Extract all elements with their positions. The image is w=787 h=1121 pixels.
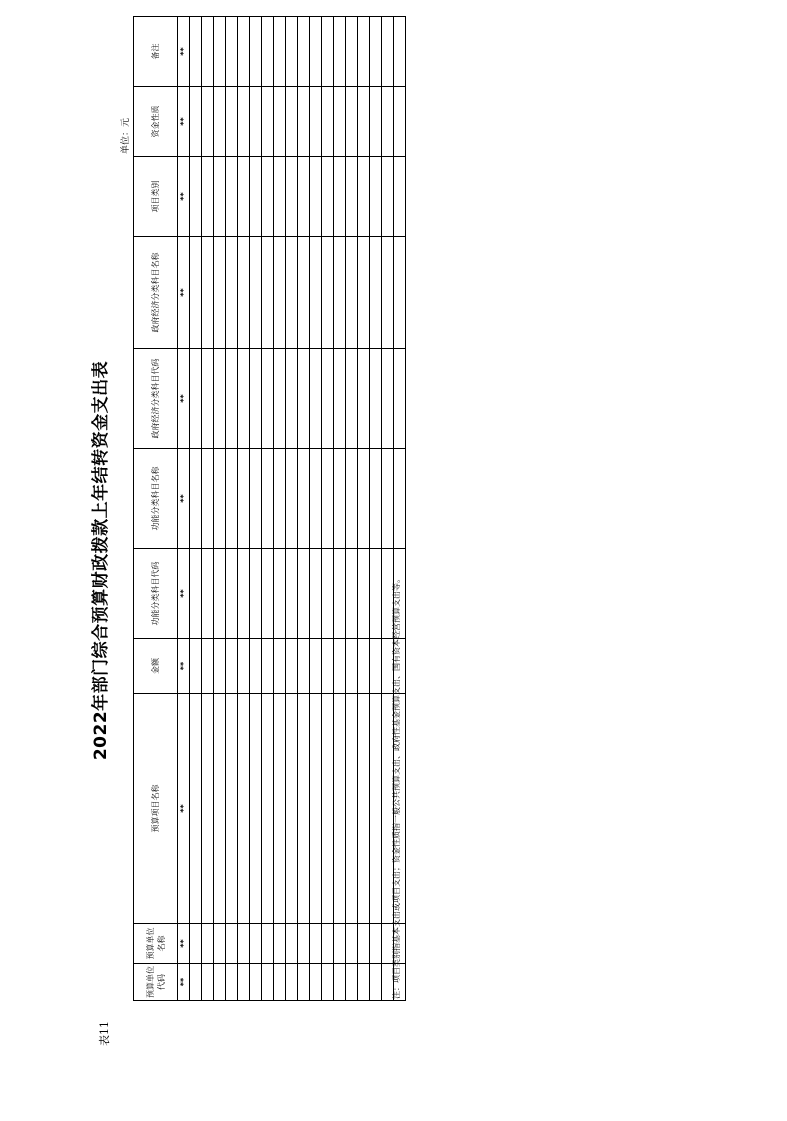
col-project-name: 预算项目名称 [134,694,178,924]
table-cell-empty [274,349,286,449]
table-cell-empty [346,349,358,449]
table-cell-empty [358,639,370,694]
table-cell-empty [298,964,310,1001]
table-cell-empty [214,449,226,549]
table-row-empty [274,17,286,1001]
table-cell-empty [322,639,334,694]
table-cell-empty [334,157,346,237]
table-cell-empty [274,17,286,87]
table-cell-empty [370,87,382,157]
table-cell-empty [286,639,298,694]
table-cell-empty [214,237,226,349]
table-cell-empty [286,449,298,549]
table-cell-empty [262,237,274,349]
table-cell-empty [262,349,274,449]
table-cell-empty [370,694,382,924]
table-row [178,17,190,1001]
table-cell-empty [334,924,346,964]
table-cell-empty [250,639,262,694]
table-cell-empty [346,694,358,924]
table-cell-empty [346,157,358,237]
table-cell-empty [370,964,382,1001]
table-row-empty [214,17,226,1001]
table-cell: ** [178,349,190,449]
table-cell-empty [286,157,298,237]
table-cell-empty [358,694,370,924]
table-cell: ** [178,17,190,87]
table-cell-empty [262,157,274,237]
table-cell-empty [214,549,226,639]
table-cell-empty [202,87,214,157]
table-cell: ** [178,87,190,157]
table-cell-empty [226,639,238,694]
table-cell-empty [322,349,334,449]
table-cell-empty [226,924,238,964]
table-cell-empty [370,157,382,237]
table-cell-empty [310,694,322,924]
table-cell-empty [262,549,274,639]
table-cell-empty [334,694,346,924]
table-cell-empty [310,349,322,449]
table-cell-empty [202,639,214,694]
table-cell-empty [274,449,286,549]
table-cell-empty [214,17,226,87]
table-cell-empty [262,964,274,1001]
table-cell-empty [274,639,286,694]
table-cell-empty [394,87,406,157]
table-cell-empty [346,639,358,694]
table-cell-empty [238,87,250,157]
table-cell: ** [178,549,190,639]
col-function-code: 功能分类科目代码 [134,549,178,639]
table-cell-empty [238,549,250,639]
table-cell-empty [298,349,310,449]
table-cell-empty [250,549,262,639]
table-cell-empty [214,157,226,237]
col-amount: 金额 [134,639,178,694]
table-cell-empty [286,87,298,157]
table-cell: ** [178,924,190,964]
table-cell-empty [214,87,226,157]
table-cell-empty [274,964,286,1001]
table-cell-empty [358,349,370,449]
table-cell-empty [370,549,382,639]
table-cell-empty [274,694,286,924]
table-cell-empty [238,639,250,694]
table-cell-empty [202,349,214,449]
table-cell-empty [226,694,238,924]
table-cell-empty [370,639,382,694]
table-cell-empty [346,549,358,639]
table-cell-empty [202,694,214,924]
table-cell-empty [238,449,250,549]
table-cell-empty [286,964,298,1001]
table-cell-empty [310,964,322,1001]
table-cell-empty [238,924,250,964]
table-cell-empty [274,549,286,639]
table-cell-empty [250,924,262,964]
table-cell-empty [394,17,406,87]
table-cell-empty [226,87,238,157]
table-row-empty [358,17,370,1001]
table-body [178,17,406,1001]
table-cell: ** [178,449,190,549]
table-cell-empty [322,694,334,924]
table-cell-empty [298,449,310,549]
table-cell-empty [298,17,310,87]
table-cell-empty [226,157,238,237]
table-row-empty [238,17,250,1001]
table-cell-empty [262,17,274,87]
table-cell-empty [346,237,358,349]
table-cell-empty [394,237,406,349]
table-cell-empty [310,924,322,964]
table-cell-empty [238,157,250,237]
table-row-empty [310,17,322,1001]
table-cell-empty [298,639,310,694]
table-cell-empty [322,924,334,964]
table-row-empty [334,17,346,1001]
table-cell-empty [394,157,406,237]
table-cell: ** [178,694,190,924]
table-cell-empty [370,349,382,449]
table-cell-empty [310,639,322,694]
table-cell-empty [202,17,214,87]
table-cell-empty [202,449,214,549]
col-project-type: 项目类别 [134,157,178,237]
table-cell-empty [310,549,322,639]
table-cell-empty [250,964,262,1001]
table-cell-empty [334,549,346,639]
table-cell-empty [382,17,394,87]
table-cell-empty [370,17,382,87]
table-cell-empty [238,964,250,1001]
col-fund-nature: 资金性质 [134,87,178,157]
table-cell-empty [322,17,334,87]
table-cell-empty [334,17,346,87]
table-header-row [134,17,178,1001]
table-cell-empty [382,237,394,349]
table-cell-empty [238,694,250,924]
expenditure-table [133,16,406,1001]
table-cell-empty [250,157,262,237]
table-cell-empty [214,694,226,924]
table-cell-empty [274,87,286,157]
table-row-empty [190,17,202,1001]
table-row-empty [286,17,298,1001]
unit-label: 单位：元 [121,117,131,154]
table-cell-empty [298,237,310,349]
table-cell-empty [334,237,346,349]
col-economic-code: 政府经济分类科目代码 [134,349,178,449]
table-cell-empty [190,87,202,157]
table-cell-empty [370,237,382,349]
table-cell-empty [262,639,274,694]
table-cell-empty [298,87,310,157]
table-cell-empty [322,237,334,349]
table-cell-empty [226,17,238,87]
table-cell-empty [250,17,262,87]
table-cell-empty [190,694,202,924]
table-cell-empty [358,964,370,1001]
table-cell-empty [346,17,358,87]
table-cell-empty [298,924,310,964]
table-cell: ** [178,157,190,237]
table-cell-empty [322,87,334,157]
table-cell-empty [382,157,394,237]
table-cell-empty [214,349,226,449]
table-cell-empty [238,17,250,87]
table-cell-empty [322,549,334,639]
table-cell-empty [190,157,202,237]
table-cell-empty [262,87,274,157]
table-cell-empty [250,87,262,157]
table-cell-empty [358,17,370,87]
table-cell-empty [286,549,298,639]
table-cell-empty [370,924,382,964]
table-cell-empty [190,237,202,349]
table-cell-empty [346,87,358,157]
table-row-empty [250,17,262,1001]
table-cell-empty [286,924,298,964]
table-cell-empty [298,157,310,237]
table-cell-empty [394,449,406,549]
table-cell-empty [202,964,214,1001]
table-cell-empty [202,237,214,349]
table-label: 表11 [98,1021,111,1046]
col-remarks: 备注 [134,17,178,87]
table-row-empty [226,17,238,1001]
table-cell-empty [190,349,202,449]
table-cell-empty [310,237,322,349]
table-cell-empty [214,639,226,694]
table-cell-empty [346,449,358,549]
table-cell-empty [334,87,346,157]
table-cell-empty [286,237,298,349]
table-row-empty [370,17,382,1001]
table-cell-empty [250,694,262,924]
table-cell-empty [226,449,238,549]
table-cell-empty [226,964,238,1001]
table-row-empty [202,17,214,1001]
table-cell-empty [190,924,202,964]
table-cell-empty [310,87,322,157]
table-cell-empty [238,349,250,449]
table-cell: ** [178,237,190,349]
table-cell-empty [394,349,406,449]
table-cell-empty [274,157,286,237]
table-cell-empty [382,349,394,449]
table-row-empty [346,17,358,1001]
table-cell-empty [190,17,202,87]
table-cell-empty [190,449,202,549]
table-cell: ** [178,964,190,1001]
col-economic-name: 政府经济分类科目名称 [134,237,178,349]
table-cell-empty [358,87,370,157]
table-cell-empty [382,87,394,157]
table-cell-empty [214,924,226,964]
table-cell-empty [262,694,274,924]
page-title: 2022年部门综合预算财政拨款上年结转资金支出表 [91,360,111,761]
table-cell-empty [334,349,346,449]
col-unit-name: 预算单位名称 [134,924,178,964]
table-cell-empty [274,237,286,349]
table-cell-empty [334,639,346,694]
footnote: 注：项目类别指基本支出或项目支出；资金性质指一般公共预算支出、政府性基金预算支出、国有资本经营预算支出等。 [392,575,401,999]
table-cell-empty [358,549,370,639]
table-cell-empty [286,694,298,924]
table-cell-empty [202,924,214,964]
table-cell-empty [298,694,310,924]
table-cell-empty [358,924,370,964]
table-cell-empty [202,549,214,639]
table-cell-empty [286,17,298,87]
table-cell-empty [334,449,346,549]
table-cell-empty [322,157,334,237]
table-cell-empty [262,449,274,549]
table-cell-empty [358,449,370,549]
table-cell-empty [358,237,370,349]
table-row-empty [262,17,274,1001]
table-cell-empty [310,157,322,237]
table-cell-empty [334,964,346,1001]
table-cell-empty [322,964,334,1001]
table-cell-empty [262,924,274,964]
table-cell-empty [346,924,358,964]
table-cell-empty [214,964,226,1001]
table-cell-empty [190,639,202,694]
table-cell-empty [286,349,298,449]
table-cell: ** [178,639,190,694]
table-cell-empty [346,964,358,1001]
table-cell-empty [238,237,250,349]
table-row-empty [298,17,310,1001]
table-cell-empty [250,449,262,549]
col-unit-code: 预算单位代码 [134,964,178,1001]
table-cell-empty [250,349,262,449]
table-cell-empty [322,449,334,549]
table-cell-empty [190,964,202,1001]
col-function-name: 功能分类科目名称 [134,449,178,549]
table-cell-empty [382,449,394,549]
table-cell-empty [358,157,370,237]
table-cell-empty [310,17,322,87]
table-cell-empty [202,157,214,237]
table-cell-empty [190,549,202,639]
table-cell-empty [310,449,322,549]
table-cell-empty [298,549,310,639]
table-cell-empty [370,449,382,549]
table-cell-empty [226,237,238,349]
table-row-empty [322,17,334,1001]
table-cell-empty [250,237,262,349]
table-cell-empty [226,549,238,639]
table-cell-empty [274,924,286,964]
table-cell-empty [226,349,238,449]
